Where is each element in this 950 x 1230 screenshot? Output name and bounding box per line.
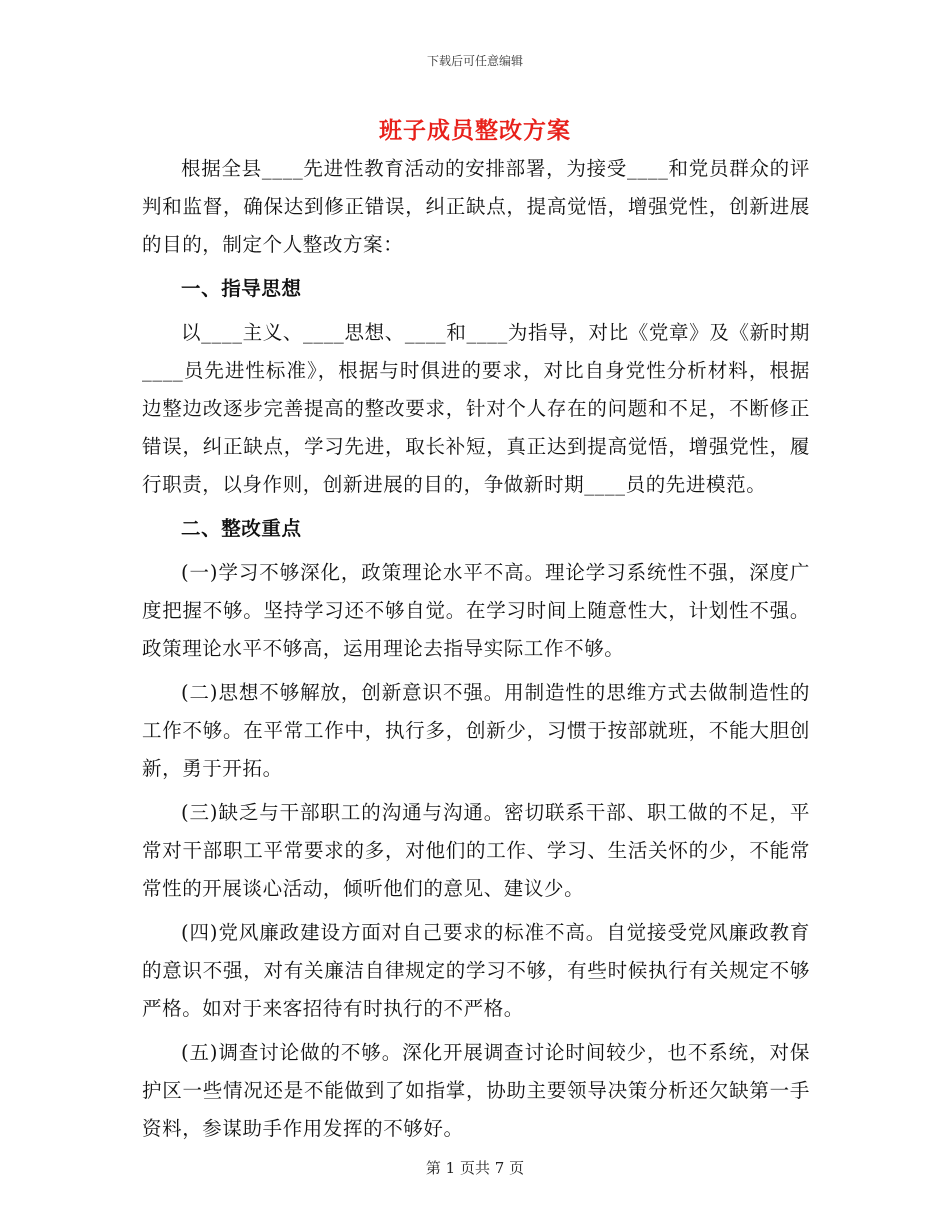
intro-paragraph: 根据全县____先进性教育活动的安排部署，为接受____和党员群众的评判和监督，确保达到修正错误，纠正缺点，提高觉悟，增强党性，创新进展的目的，制定个人整改方案：	[142, 157, 810, 256]
page-header-note: 下载后可任意编辑	[426, 54, 523, 68]
focus-item-3: (三)缺乏与干部职工的沟通与沟通。密切联系干部、职工做的不足，平常对干部职工平常要求的多，对他们的工作、学习、生活关怀的少，不能常常性的开展谈心活动，倾听他们的意见、建议少。	[142, 801, 810, 900]
document-title: 班子成员整改方案	[379, 117, 571, 144]
focus-item-5: (五)调查讨论做的不够。深化开展调查讨论时间较少，也不系统，对保护区一些情况还是不能做到了如指掌，协助主要领导决策分析还欠缺第一手资料，参谋助手作用发挥的不够好。	[142, 1041, 810, 1140]
focus-item-2: (二)思想不够解放，创新意识不强。用制造性的思维方式去做制造性的工作不够。在平常工作中，执行多，创新少，习惯于按部就班，不能大胆创新，勇于开拓。	[142, 681, 810, 780]
focus-item-1: (一)学习不够深化，政策理论水平不高。理论学习系统性不强，深度广度把握不够。坚持学习还不够自觉。在学习时间上随意性大，计划性不强。政策理论水平不够高，运用理论去指导实际工作不够。	[142, 561, 810, 660]
document-body	[142, 150, 810, 1154]
section-heading-rectification-focus: 二、整改重点	[181, 517, 302, 540]
focus-item-4: (四)党风廉政建设方面对自己要求的标准不高。自觉接受党风廉政教育的意识不强，对有关廉洁自律规定的学习不够，有些时候执行有关规定不够严格。如对于来客招待有时执行的不严格。	[142, 921, 810, 1020]
guiding-thought-paragraph: 以____主义、____思想、____和____为指导，对比《党章》及《新时期____员先进性标准》，根据与时俱进的要求，对比自身党性分析材料，根据边整边改逐步完善提高的整改要求，针对个人存在的问题和不足，不断修正错误，纠正缺点，学习先进，取长补短，真正达到提高觉悟，增强党性，履行职责，以身作则，创新进展的目的，争做新时期____员的先进模范。	[142, 321, 810, 496]
section-heading-guiding-thought: 一、指导思想	[181, 277, 302, 300]
page-number: 第 1 页共 7 页	[425, 1159, 525, 1177]
